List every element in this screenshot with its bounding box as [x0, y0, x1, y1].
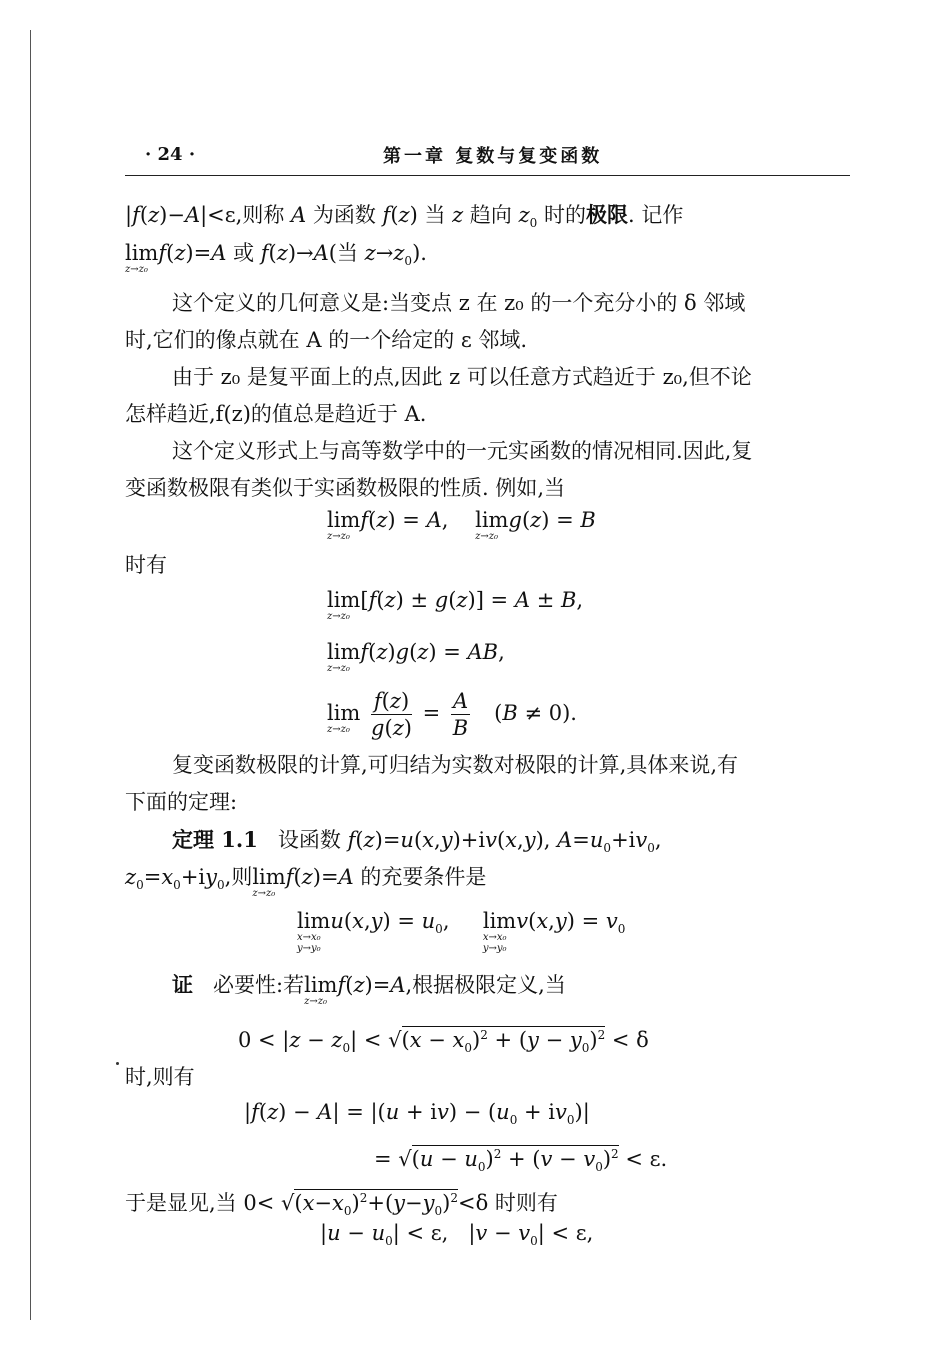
text-line-1: |f(z)−A|<ε,则称 A 为函数 f(z) 当 z 趋向 $z_0$ 时的极限. 记作	[125, 202, 684, 231]
proof-line: 证 必要性:若lim z→z₀ f(z)=A,根据极限定义,当	[172, 972, 566, 1007]
equation-5: lim x→x₀ y→y₀ $u(x,y) = u_0$, lim x→x₀ y→y₀ $v(x,y) = v_0$	[297, 909, 626, 954]
page-header	[125, 142, 850, 172]
text-line-2: lim z→z₀ f(z)=A 或 f(z)→A(当 $z\to z_0$).	[125, 238, 855, 276]
theorem-line: 定理 1.1 设函数 f(z)=u(x,y)+iv(x,y), $A=u_0+iv_0$,	[172, 827, 662, 856]
text-line-16: 于是显见,当 $0< √(x-x_0)^2+(y-y_0)^2<\delta$ 时则有	[125, 1191, 558, 1219]
equation-4: lim z→z₀ $\frac{f(z)}{g(z)}$ = $\frac{A}{B}$ (B ≠ 0).	[327, 689, 577, 740]
limit-operator: lim z→z₀	[125, 241, 159, 275]
header-rule	[125, 175, 850, 176]
equation-1: lim z→z₀ f(z) = A, lim z→z₀ g(z) = B	[327, 508, 596, 542]
text-line-5: 由于 z₀ 是复平面上的点,因此 z 可以任意方式趋近于 z₀,但不论	[172, 365, 752, 389]
page-edge-line	[30, 30, 31, 1320]
text-line-7: 这个定义形式上与高等数学中的一元实函数的情况相同.因此,复	[172, 439, 753, 463]
equation-6: $0 < |z - z_0| < √(x - x_0)^2 + (y - y_0)^2 < \delta$	[238, 1028, 649, 1056]
text-line-13: $z_0=x_0+iy_0$,则lim z→z₀ f(z)=A 的充要条件是	[125, 865, 487, 899]
text-line-8: 变函数极限有类似于实函数极限的性质. 例如,当	[125, 476, 566, 500]
text-line-15: 时,则有	[125, 1065, 195, 1089]
page-number: · 24 ·	[145, 144, 196, 165]
equation-8: = $√(u - u_0)^2 + (v - v_0)^2 < \varepsilon$.	[374, 1147, 668, 1175]
equation-2: lim z→z₀ [f(z) ± g(z)] = A ± B,	[327, 588, 584, 622]
proof-label: 证	[172, 972, 193, 997]
theorem-label: 定理 1.1	[172, 827, 258, 852]
text-line-9: 时有	[125, 553, 167, 577]
chapter-title: 第一章 复数与复变函数	[383, 146, 603, 167]
equation-7: $|f(z) - A| = |(u + iv) - (u_0 + iv_0)|$	[244, 1100, 590, 1128]
text-line-11: 下面的定理:	[125, 790, 238, 814]
text-line-4: 时,它们的像点就在 A 的一个给定的 ε 邻域.	[125, 328, 528, 352]
text-line-3: 这个定义的几何意义是:当变点 z 在 z₀ 的一个充分小的 δ 邻域	[172, 291, 746, 315]
equation-3: lim z→z₀ f(z)g(z) = AB,	[327, 640, 505, 674]
text-line-10: 复变函数极限的计算,可归结为实数对极限的计算,具体来说,有	[172, 753, 739, 777]
ink-speck	[116, 1062, 119, 1065]
equation-9: $|u - u_0| < \varepsilon$, $|v - v_0| < \varepsilon$,	[320, 1221, 594, 1249]
text-line-6: 怎样趋近,f(z)的值总是趋近于 A.	[125, 402, 427, 426]
